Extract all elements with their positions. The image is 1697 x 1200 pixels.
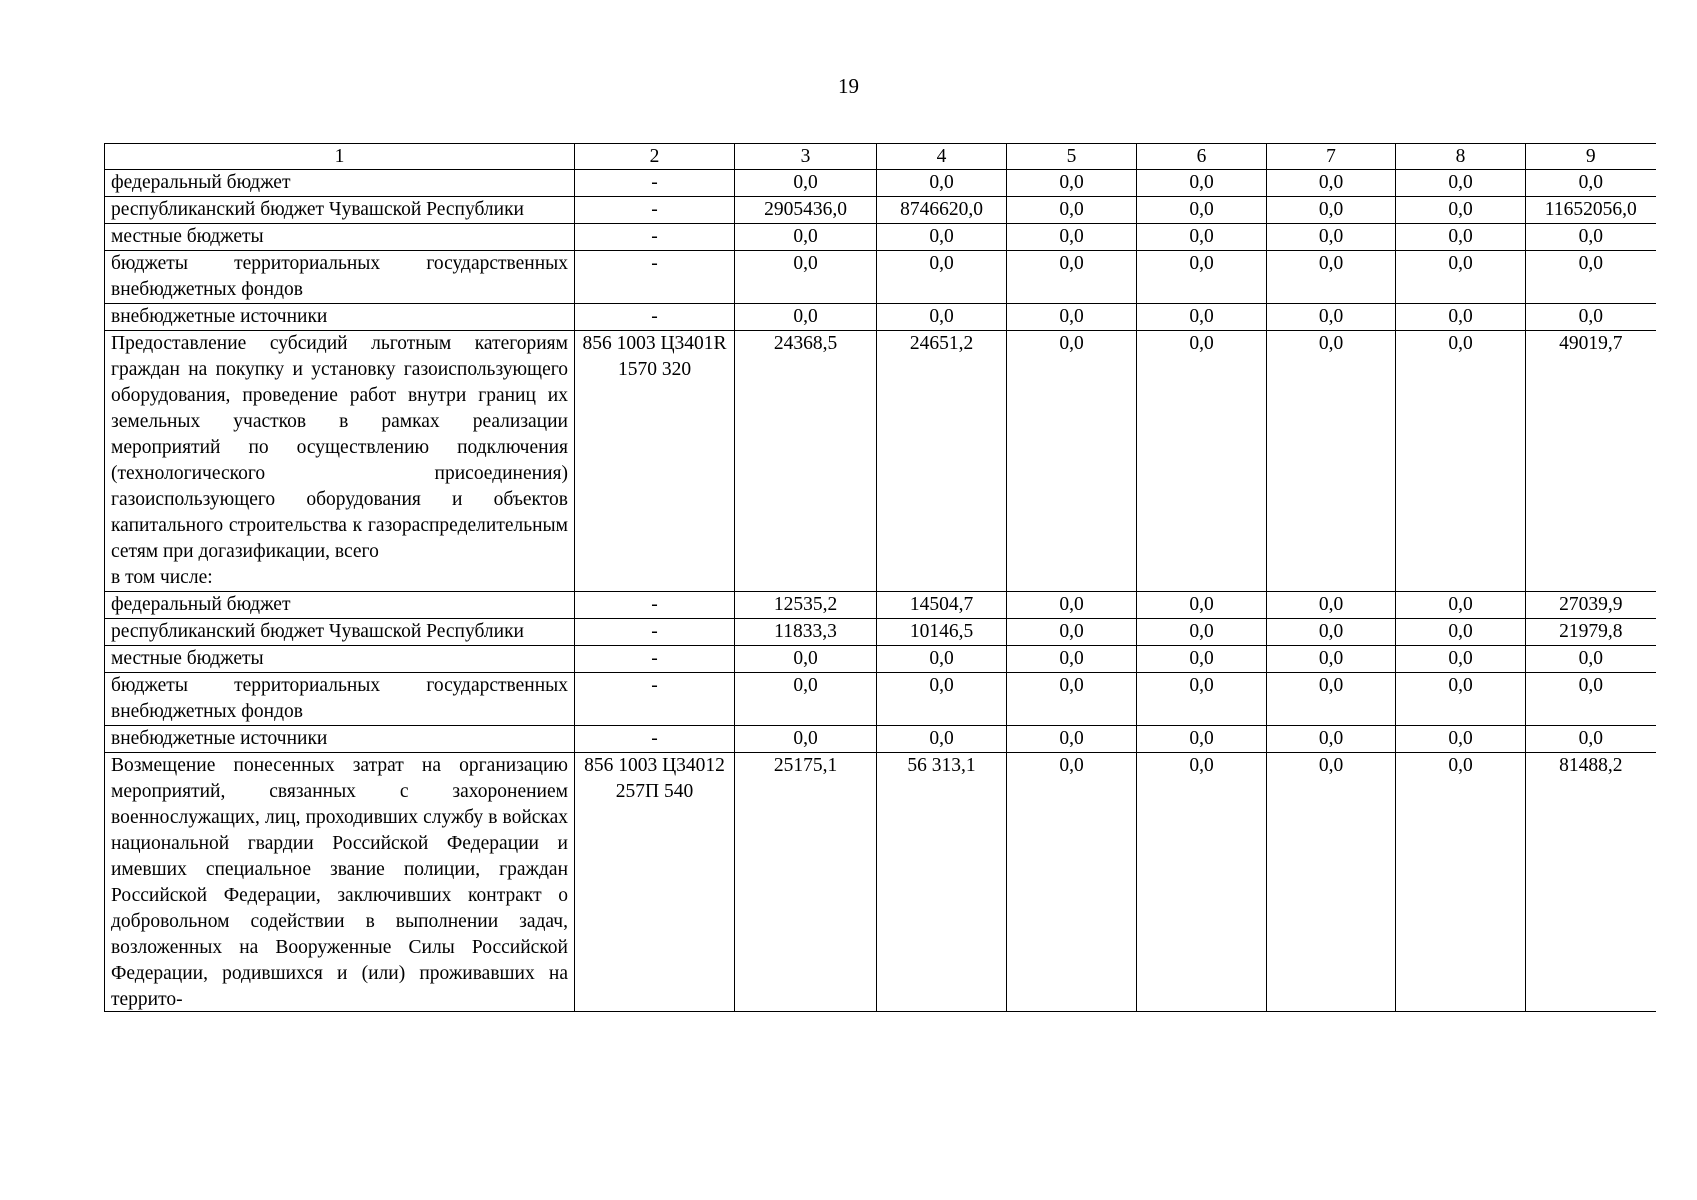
amount-cell: 0,0 xyxy=(877,170,1007,197)
amount-cell: 0,0 xyxy=(1007,726,1137,753)
row-label-text xyxy=(111,197,568,223)
amount-cell: 0,0 xyxy=(1007,224,1137,251)
amount-cell: 0,0 xyxy=(1396,646,1526,673)
amount-cell: 0,0 xyxy=(1267,673,1396,726)
column-number: 4 xyxy=(877,144,1007,170)
amount-cell: 0,0 xyxy=(1007,170,1137,197)
amount-cell: 0,0 xyxy=(1007,197,1137,224)
amount-cell: 21979,8 xyxy=(1526,619,1656,646)
budget-code: - xyxy=(575,619,735,646)
column-number: 3 xyxy=(735,144,877,170)
amount-cell: 0,0 xyxy=(1396,673,1526,726)
row-label-main: бюджеты территориальных государственных внебюджетных фондов xyxy=(111,675,568,722)
table-row xyxy=(105,251,1656,304)
row-label-text xyxy=(111,304,568,330)
amount-cell: 27039,9 xyxy=(1526,592,1656,619)
amount-cell: 0,0 xyxy=(1007,331,1137,592)
row-label xyxy=(105,753,575,1012)
amount-cell: 0,0 xyxy=(1526,726,1656,753)
table-row xyxy=(105,646,1656,673)
amount-cell: 0,0 xyxy=(1396,224,1526,251)
amount-cell: 0,0 xyxy=(877,673,1007,726)
amount-cell: 0,0 xyxy=(1526,251,1656,304)
amount-cell: 0,0 xyxy=(1007,619,1137,646)
table-row xyxy=(105,197,1656,224)
budget-code: - xyxy=(575,197,735,224)
row-label xyxy=(105,331,575,592)
amount-cell: 0,0 xyxy=(877,304,1007,331)
amount-cell: 0,0 xyxy=(1267,331,1396,592)
row-label-main: Возмещение понесенных затрат на организацию мероприятий, связанных с захоронением военнослужащих, лиц, проходивших службу в войсках национальной гвардии Российской Федерации и имевших специальное звание полиции, граждан Российской Федерации, заключивших контракт о добровольном содействии в выполнении задач, возложенных на Вооруженные Силы Российской Федерации, родившихся и (или) проживавших на террито- xyxy=(111,755,568,1010)
amount-cell: 0,0 xyxy=(1007,673,1137,726)
amount-cell: 0,0 xyxy=(1137,304,1267,331)
row-label-main: местные бюджеты xyxy=(111,226,264,247)
amount-cell: 0,0 xyxy=(1396,251,1526,304)
amount-cell: 0,0 xyxy=(1526,170,1656,197)
row-label xyxy=(105,646,575,673)
column-number: 8 xyxy=(1396,144,1526,170)
amount-cell: 0,0 xyxy=(735,673,877,726)
row-label xyxy=(105,304,575,331)
row-label xyxy=(105,619,575,646)
amount-cell: 0,0 xyxy=(1137,646,1267,673)
column-number: 5 xyxy=(1007,144,1137,170)
amount-cell: 0,0 xyxy=(1267,726,1396,753)
amount-cell: 0,0 xyxy=(877,726,1007,753)
amount-cell: 0,0 xyxy=(1267,304,1396,331)
row-label-text xyxy=(111,726,568,752)
budget-code: - xyxy=(575,726,735,753)
row-label-main: республиканский бюджет Чувашской Республики xyxy=(111,621,524,642)
row-label-text xyxy=(111,592,568,618)
amount-cell: 0,0 xyxy=(1396,726,1526,753)
budget-code: - xyxy=(575,170,735,197)
column-number: 6 xyxy=(1137,144,1267,170)
table-row xyxy=(105,619,1656,646)
column-number: 7 xyxy=(1267,144,1396,170)
amount-cell: 2905436,0 xyxy=(735,197,877,224)
amount-cell: 0,0 xyxy=(735,304,877,331)
row-label xyxy=(105,170,575,197)
row-label-text xyxy=(111,673,568,725)
amount-cell: 11833,3 xyxy=(735,619,877,646)
amount-cell: 10146,5 xyxy=(877,619,1007,646)
row-label-main: местные бюджеты xyxy=(111,648,264,669)
row-label-main: бюджеты территориальных государственных внебюджетных фондов xyxy=(111,253,568,300)
budget-code: - xyxy=(575,592,735,619)
amount-cell: 25175,1 xyxy=(735,753,877,1012)
amount-cell: 0,0 xyxy=(735,251,877,304)
amount-cell: 12535,2 xyxy=(735,592,877,619)
table-row xyxy=(105,726,1656,753)
amount-cell: 0,0 xyxy=(877,224,1007,251)
budget-code: - xyxy=(575,251,735,304)
amount-cell: 0,0 xyxy=(1137,170,1267,197)
budget-code: 856 1003 Ц3401R1570 320 xyxy=(575,331,735,592)
amount-cell: 8746620,0 xyxy=(877,197,1007,224)
column-number: 1 xyxy=(105,144,575,170)
table-row xyxy=(105,753,1656,1012)
amount-cell: 0,0 xyxy=(1526,673,1656,726)
amount-cell: 0,0 xyxy=(1396,753,1526,1012)
amount-cell: 0,0 xyxy=(1137,592,1267,619)
budget-code: - xyxy=(575,304,735,331)
budget-code: - xyxy=(575,646,735,673)
row-label-text xyxy=(111,646,568,672)
amount-cell: 0,0 xyxy=(1267,224,1396,251)
table-row xyxy=(105,673,1656,726)
row-label xyxy=(105,251,575,304)
amount-cell: 24651,2 xyxy=(877,331,1007,592)
amount-cell: 11652056,0 xyxy=(1526,197,1656,224)
row-label-main: внебюджетные источники xyxy=(111,306,328,327)
budget-table xyxy=(104,143,1656,1012)
table-body xyxy=(105,170,1656,1012)
row-label xyxy=(105,673,575,726)
amount-cell: 0,0 xyxy=(1007,304,1137,331)
amount-cell: 0,0 xyxy=(1267,753,1396,1012)
row-label-text xyxy=(111,224,568,250)
amount-cell: 0,0 xyxy=(1267,170,1396,197)
amount-cell: 0,0 xyxy=(1267,251,1396,304)
amount-cell: 56 313,1 xyxy=(877,753,1007,1012)
amount-cell: 0,0 xyxy=(735,224,877,251)
column-number: 9 xyxy=(1526,144,1656,170)
budget-code: - xyxy=(575,224,735,251)
amount-cell: 0,0 xyxy=(1007,646,1137,673)
row-label-main: федеральный бюджет xyxy=(111,594,291,615)
page-number: 19 xyxy=(838,74,859,98)
amount-cell: 0,0 xyxy=(1137,726,1267,753)
row-label-main: Предоставление субсидий льготным категориям граждан на покупку и установку газоиспользующего оборудования, проведение работ внутри границ их земельных участков в рамках реализации мероприятий по осуществлению подключения (технологического присоединения) газоиспользующего оборудования и объектов капитального строительства к газораспределительным сетям при догазификации, всего xyxy=(111,333,568,562)
amount-cell: 0,0 xyxy=(1267,646,1396,673)
amount-cell: 0,0 xyxy=(1007,753,1137,1012)
amount-cell: 0,0 xyxy=(1137,619,1267,646)
column-number: 2 xyxy=(575,144,735,170)
table-row xyxy=(105,331,1656,592)
row-label xyxy=(105,592,575,619)
amount-cell: 0,0 xyxy=(1137,224,1267,251)
amount-cell: 0,0 xyxy=(735,170,877,197)
amount-cell: 0,0 xyxy=(1267,197,1396,224)
row-label-text xyxy=(111,331,568,591)
table-row xyxy=(105,170,1656,197)
amount-cell: 0,0 xyxy=(1007,592,1137,619)
amount-cell: 0,0 xyxy=(1137,753,1267,1012)
amount-cell: 0,0 xyxy=(877,251,1007,304)
amount-cell: 0,0 xyxy=(1526,224,1656,251)
amount-cell: 0,0 xyxy=(735,646,877,673)
amount-cell: 0,0 xyxy=(1267,619,1396,646)
amount-cell: 0,0 xyxy=(1396,592,1526,619)
row-label-main: республиканский бюджет Чувашской Республики xyxy=(111,199,524,220)
amount-cell: 0,0 xyxy=(1007,251,1137,304)
amount-cell: 0,0 xyxy=(1396,619,1526,646)
amount-cell: 0,0 xyxy=(1526,304,1656,331)
amount-cell: 14504,7 xyxy=(877,592,1007,619)
amount-cell: 0,0 xyxy=(877,646,1007,673)
row-label-text xyxy=(111,753,568,1011)
amount-cell: 0,0 xyxy=(1137,673,1267,726)
table-row xyxy=(105,592,1656,619)
amount-cell: 0,0 xyxy=(1137,251,1267,304)
row-label-text xyxy=(111,251,568,303)
column-number-row xyxy=(105,144,1656,170)
row-label-text xyxy=(111,170,568,196)
amount-cell: 0,0 xyxy=(1526,646,1656,673)
budget-code: - xyxy=(575,673,735,726)
amount-cell: 0,0 xyxy=(1396,304,1526,331)
row-label xyxy=(105,726,575,753)
amount-cell: 81488,2 xyxy=(1526,753,1656,1012)
row-label-extra: в том числе: xyxy=(111,567,213,588)
amount-cell: 49019,7 xyxy=(1526,331,1656,592)
table-row xyxy=(105,304,1656,331)
row-label-text xyxy=(111,619,568,645)
row-label xyxy=(105,197,575,224)
amount-cell: 0,0 xyxy=(1137,197,1267,224)
row-label xyxy=(105,224,575,251)
amount-cell: 0,0 xyxy=(1396,170,1526,197)
amount-cell: 0,0 xyxy=(1267,592,1396,619)
amount-cell: 24368,5 xyxy=(735,331,877,592)
amount-cell: 0,0 xyxy=(1137,331,1267,592)
row-label-main: федеральный бюджет xyxy=(111,172,291,193)
amount-cell: 0,0 xyxy=(1396,331,1526,592)
row-label-main: внебюджетные источники xyxy=(111,728,328,749)
table-row xyxy=(105,224,1656,251)
amount-cell: 0,0 xyxy=(1396,197,1526,224)
budget-code: 856 1003 Ц34012257П 540 xyxy=(575,753,735,1012)
amount-cell: 0,0 xyxy=(735,726,877,753)
